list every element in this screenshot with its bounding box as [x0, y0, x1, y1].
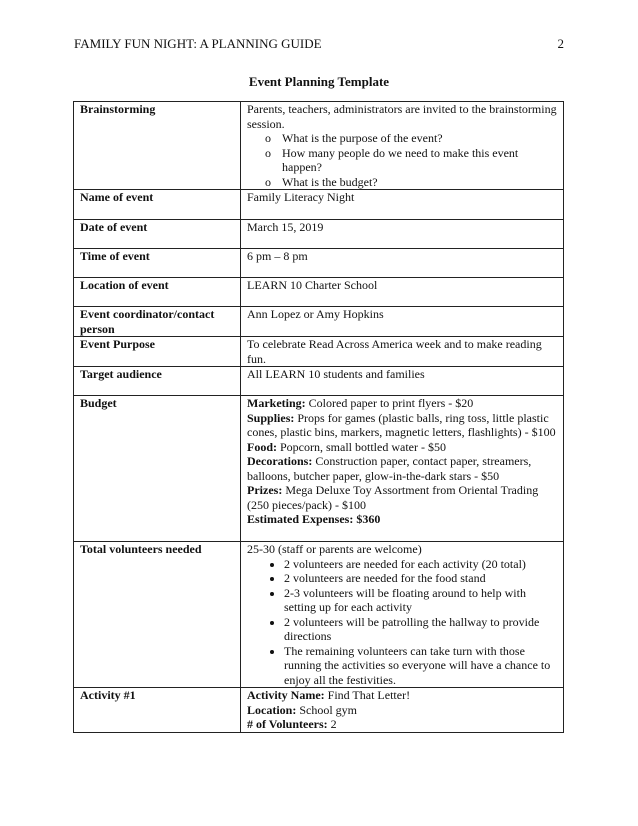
row-value: Family Literacy Night [241, 190, 564, 220]
budget-key: Prizes: [247, 483, 283, 497]
row-value: March 15, 2019 [241, 220, 564, 249]
budget-total: Estimated Expenses: $360 [247, 512, 381, 526]
budget-text: Mega Deluxe Toy Assortment from Oriental Trading (250 pieces/pack) - $100 [247, 483, 539, 512]
row-label: Target audience [74, 367, 241, 396]
budget-item [247, 454, 558, 483]
budget-item [247, 411, 558, 440]
list-item: o How many people do we need to make this event happen? [282, 146, 558, 175]
list-item: • 2 volunteers are needed for each activity (20 total) [284, 557, 558, 572]
activity-name-value: Find That Letter! [324, 688, 411, 702]
activity-name [247, 688, 558, 703]
running-head [74, 36, 564, 52]
row-label: Event Purpose [74, 337, 241, 367]
row-value [241, 542, 564, 688]
event-planning-table [73, 101, 564, 733]
row-brainstorming [74, 102, 564, 190]
row-label: Brainstorming [74, 102, 241, 190]
activity-name-key: Activity Name: [247, 688, 325, 702]
row-label: Budget [74, 396, 241, 542]
row-event-purpose [74, 337, 564, 367]
row-activity-1 [74, 688, 564, 733]
brainstorming-intro: Parents, teachers, administrators are invited to the brainstorming session. [247, 102, 557, 131]
budget-item [247, 396, 558, 411]
list-item: • 2 volunteers are needed for the food stand [284, 571, 558, 586]
row-location-of-event [74, 278, 564, 307]
budget-text: Popcorn, small bottled water - $50 [277, 439, 446, 454]
list-item: • 2 volunteers will be patrolling the hallway to provide directions [284, 615, 558, 644]
activity-volunteers-value: 2 [327, 717, 337, 731]
activity-volunteers [247, 717, 558, 732]
row-total-volunteers [74, 542, 564, 688]
row-label: Date of event [74, 220, 241, 249]
row-value: Ann Lopez or Amy Hopkins [241, 307, 564, 337]
row-label: Activity #1 [74, 688, 241, 733]
row-value [241, 396, 564, 542]
row-value: LEARN 10 Charter School [241, 278, 564, 307]
row-name-of-event [74, 190, 564, 220]
row-value [241, 688, 564, 733]
row-label: Time of event [74, 249, 241, 278]
budget-key: Supplies: [247, 410, 295, 425]
budget-text: Props for games (plastic balls, ring toss, little plastic cones, plastic bins, markers, magnetic letters, flashlights) - $100 [247, 410, 556, 439]
budget-text: Colored paper to print flyers - $20 [305, 396, 474, 410]
activity-volunteers-key: # of Volunteers: [247, 717, 328, 731]
list-item: o What is the purpose of the event? [282, 131, 558, 146]
budget-text: Construction paper, contact paper, streamers, balloons, butcher paper, glow-in-the-dark stars - $50 [247, 454, 532, 483]
row-value: To celebrate Read Across America week and to make reading fun. [241, 337, 564, 367]
row-label: Name of event [74, 190, 241, 220]
budget-item [247, 440, 558, 455]
budget-item [247, 483, 558, 512]
budget-key: Decorations: [247, 454, 313, 468]
activity-location [247, 703, 558, 718]
row-value [241, 102, 564, 190]
row-time-of-event [74, 249, 564, 278]
row-label: Total volunteers needed [74, 542, 241, 688]
list-item: • 2-3 volunteers will be floating around to help with setting up for each activity [284, 586, 558, 615]
budget-key: Food: [247, 439, 277, 454]
row-value: 6 pm – 8 pm [241, 249, 564, 278]
list-item: • The remaining volunteers can take turn with those running the activities so everyone will have a chance to enjoy all the festivities. [284, 644, 558, 688]
row-value: All LEARN 10 students and families [241, 367, 564, 396]
volunteers-list [247, 557, 558, 688]
row-event-coordinator [74, 307, 564, 337]
budget-key: Marketing: [247, 396, 306, 410]
page-number: 2 [557, 36, 564, 51]
brainstorming-questions [247, 131, 558, 189]
row-label: Location of event [74, 278, 241, 307]
document-title: Event Planning Template [248, 74, 390, 89]
volunteers-intro: 25-30 (staff or parents are welcome) [247, 542, 422, 556]
row-label: Event coordinator/contact person [74, 307, 241, 337]
row-budget [74, 396, 564, 542]
activity-location-value: School gym [296, 702, 358, 717]
list-item: o What is the budget? [282, 175, 558, 190]
row-date-of-event [74, 220, 564, 249]
running-title: FAMILY FUN NIGHT: A PLANNING GUIDE [74, 36, 322, 51]
activity-location-key: Location: [247, 702, 297, 717]
row-target-audience [74, 367, 564, 396]
